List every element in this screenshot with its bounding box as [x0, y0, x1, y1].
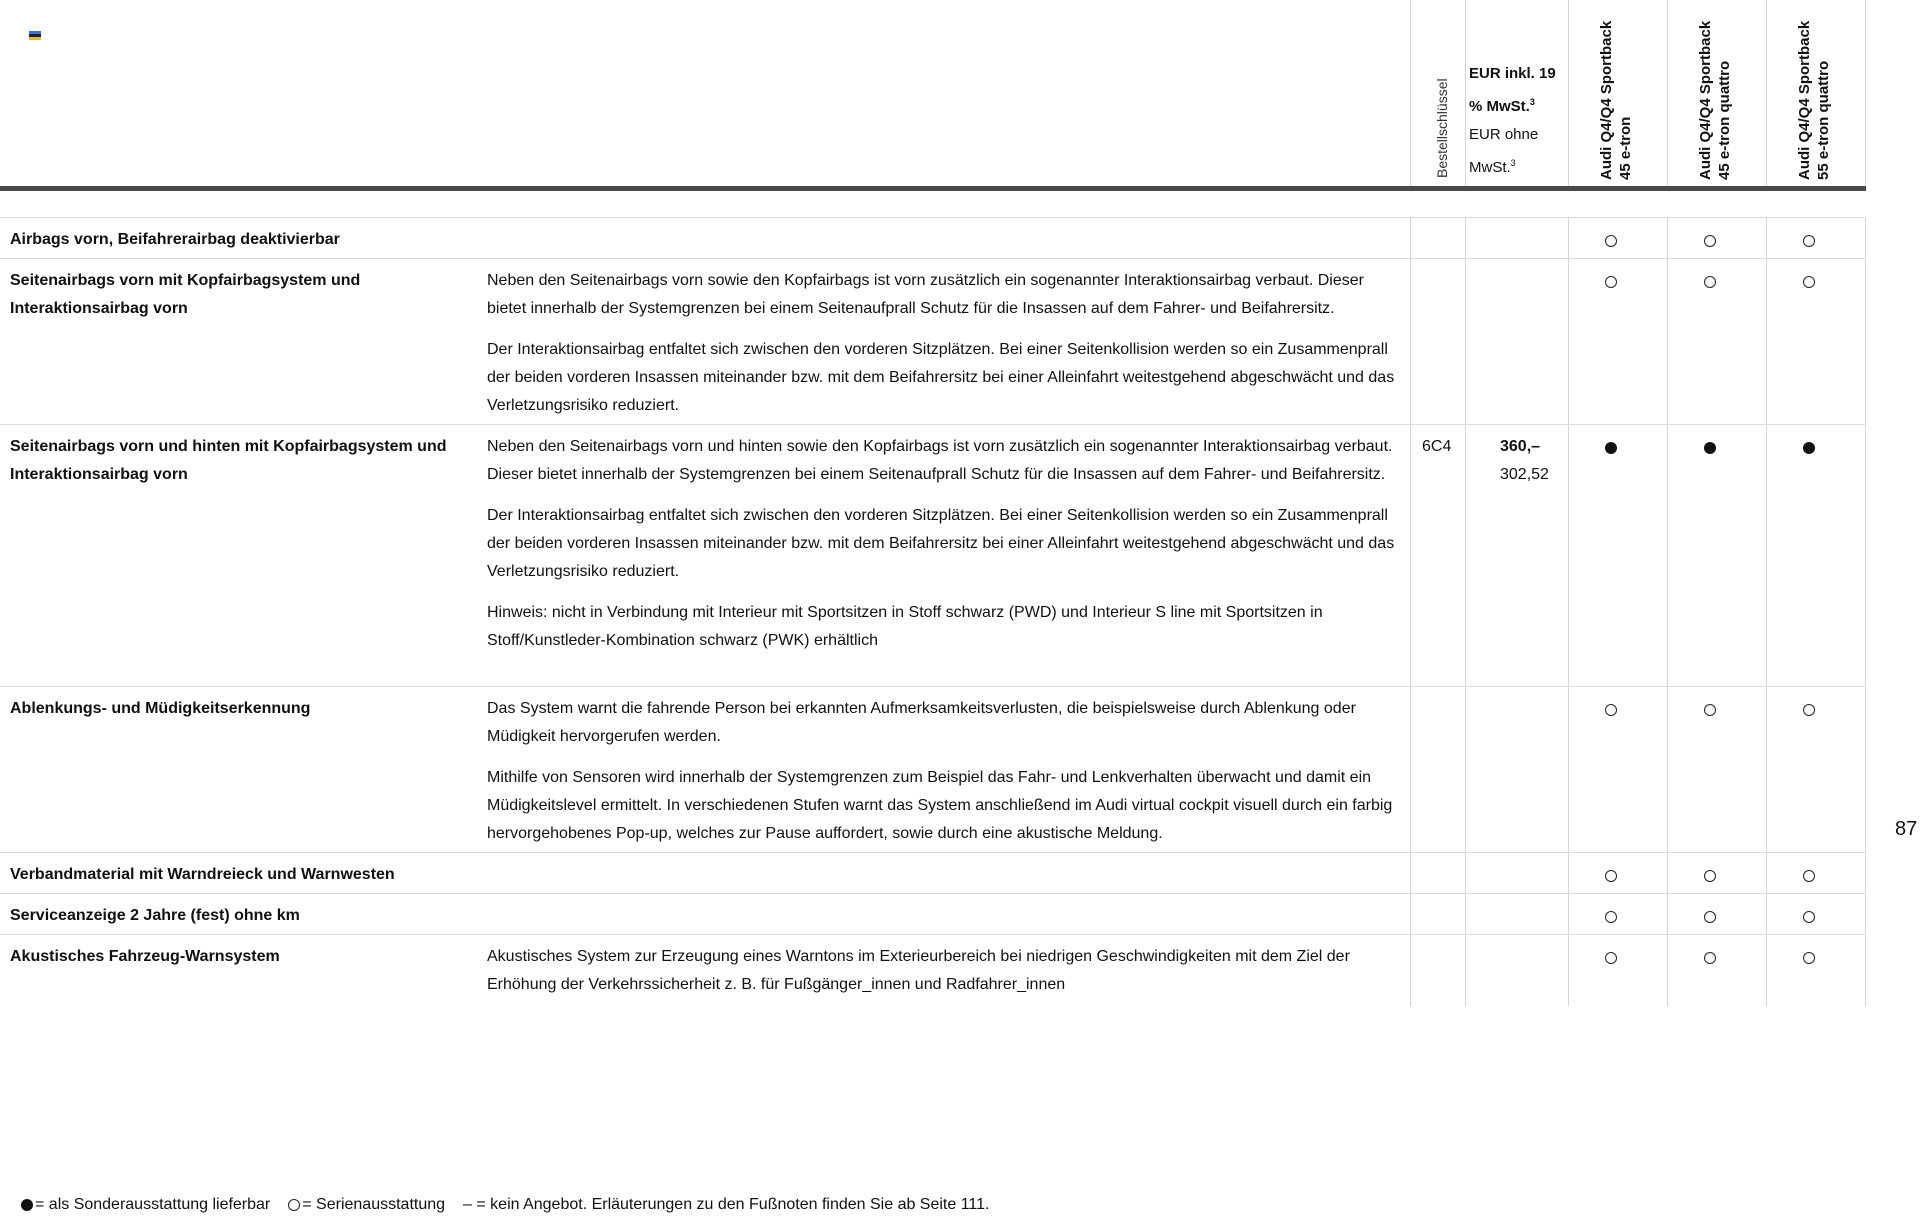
standard-circle-icon — [1704, 704, 1716, 716]
table-row — [0, 893, 1866, 935]
legend — [21, 1196, 989, 1214]
price-incl-header: EUR inkl. 19 % MwSt.$^3$ — [1469, 65, 1556, 115]
option-dot-icon — [1803, 442, 1815, 454]
description-paragraph: Mithilfe von Sensoren wird innerhalb der Systemgrenzen zum Beispiel das Fahr- und Lenkverhalten überwacht und damit ein Müdigkeitslevel ermittelt. In verschiedenen Stufen warnt das System anschließend im Audi virtual cockpit visuell durch ein farbig hervorgehobenes Pop-up, welches zur Pause auffordert, sowie durch eine akustische Meldung. — [487, 769, 1393, 842]
feature-description — [487, 433, 1402, 668]
price-incl: 360,– — [1500, 438, 1541, 455]
standard-circle-icon — [1704, 235, 1716, 247]
standard-circle-icon — [1803, 952, 1815, 964]
standard-circle-icon — [1803, 235, 1815, 247]
table-row — [0, 934, 1866, 1007]
description-paragraph: Neben den Seitenairbags vorn sowie den Kopfairbags ist vorn zusätzlich ein sogenannter Interaktionsairbag verbaut. Dieser bietet innerhalb der Systemgrenzen bei einem Seitenaufprall Schutz für die Insassen auf dem Fahrer- und Beifahrersitz. — [487, 272, 1364, 317]
header-divider — [1865, 0, 1866, 186]
order-key-header: Bestellschlüssel — [1434, 78, 1450, 178]
option-dot-icon — [1704, 442, 1716, 454]
table-row — [0, 258, 1866, 425]
standard-circle-icon — [1803, 276, 1815, 288]
table-row — [0, 852, 1866, 894]
description-paragraph: Das System warnt die fahrende Person bei erkannten Aufmerksamkeitsverlusten, die beispielsweise durch Ablenkung oder Müdigkeit hervorgerufen werden. — [487, 700, 1356, 745]
standard-circle-icon — [1704, 276, 1716, 288]
feature-name: Airbags vorn, Beifahrerairbag deaktivierbar — [10, 231, 340, 248]
header-divider — [1410, 0, 1411, 186]
description-paragraph: Neben den Seitenairbags vorn und hinten sowie den Kopfairbags ist vorn zusätzlich ein sogenannter Interaktionsairbag verbaut. Dieser bietet innerhalb der Systemgrenzen bei einem Seitenaufprall Schutz für die Insassen auf dem Fahrer- und Beifahrersitz. — [487, 438, 1393, 483]
standard-circle-icon — [1803, 704, 1815, 716]
page-number: 87 — [1895, 818, 1918, 840]
legend-standard: = Serienausstattung — [302, 1196, 446, 1213]
description-paragraph: Der Interaktionsairbag entfaltet sich zwischen den vorderen Sitzplätzen. Bei einer Seitenkollision werden so ein Zusammenprall der beiden vorderen Insassen miteinander bzw. mit dem Beifahrersitz bei einer Alleinfahrt weitestgehend abgeschwächt und das Verletzungsrisiko reduziert. — [487, 507, 1395, 580]
table-row — [0, 424, 1866, 687]
feature-description — [487, 267, 1402, 433]
price-cell — [1500, 433, 1549, 489]
standard-circle-icon — [1704, 911, 1716, 923]
header-rule — [0, 186, 1866, 191]
standard-circle-icon — [1605, 911, 1617, 923]
standard-circle-icon — [1605, 276, 1617, 288]
table-header — [0, 0, 1866, 188]
price-header — [1469, 60, 1569, 182]
order-code: 6C4 — [1422, 438, 1452, 455]
standard-circle-icon — [1803, 870, 1815, 882]
feature-name: Seitenairbags vorn mit Kopfairbagsystem und Interaktionsairbag vorn — [10, 272, 361, 317]
standard-circle-icon — [1605, 235, 1617, 247]
standard-circle-icon — [1605, 704, 1617, 716]
standard-circle-icon — [1803, 911, 1815, 923]
legend-option: = als Sonderausstattung lieferbar — [35, 1196, 271, 1213]
price-excl: 302,52 — [1500, 466, 1549, 483]
model-header-45-etron: Audi Q4/Q4 Sportback 45 e-tron — [1598, 20, 1634, 180]
feature-description — [487, 943, 1402, 1012]
description-paragraph: Akustisches System zur Erzeugung eines Warntons im Exterieurbereich bei niedrigen Geschwindigkeiten mit dem Ziel der Erhöhung der Verkehrssicherheit z. B. für Fußgänger_innen und Radfahrer_innen — [487, 948, 1350, 993]
header-divider — [1667, 0, 1668, 186]
standard-circle-icon — [288, 1199, 300, 1211]
legend-none: – = kein Angebot. Erläuterungen zu den Fußnoten finden Sie ab Seite 111. — [463, 1196, 990, 1213]
feature-name: Serviceanzeige 2 Jahre (fest) ohne km — [10, 907, 300, 924]
header-divider — [1465, 0, 1466, 186]
model-header-55-etron-quattro: Audi Q4/Q4 Sportback 55 e-tron quattro — [1796, 20, 1832, 180]
standard-circle-icon — [1704, 870, 1716, 882]
table-row — [0, 217, 1866, 259]
standard-circle-icon — [1605, 952, 1617, 964]
feature-name: Ablenkungs- und Müdigkeitserkennung — [10, 700, 311, 717]
table-row — [0, 686, 1866, 853]
option-dot-icon — [1605, 442, 1617, 454]
description-paragraph: Der Interaktionsairbag entfaltet sich zwischen den vorderen Sitzplätzen. Bei einer Seitenkollision werden so ein Zusammenprall der beiden vorderen Insassen miteinander bzw. mit dem Beifahrersitz bei einer Alleinfahrt weitestgehend abgeschwächt und das Verletzungsrisiko reduziert. — [487, 341, 1395, 414]
feature-description — [487, 695, 1402, 861]
feature-name: Seitenairbags vorn und hinten mit Kopfairbagsystem und Interaktionsairbag vorn — [10, 438, 447, 483]
feature-name: Akustisches Fahrzeug-Warnsystem — [10, 948, 280, 965]
description-paragraph: Hinweis: nicht in Verbindung mit Interieur mit Sportsitzen in Stoff schwarz (PWD) und Interieur S line mit Sportsitzen in Stoff/Kunstleder-Kombination schwarz (PWK) erhältlich — [487, 604, 1323, 649]
option-dot-icon — [21, 1199, 33, 1211]
model-header-45-etron-quattro: Audi Q4/Q4 Sportback 45 e-tron quattro — [1697, 20, 1733, 180]
standard-circle-icon — [1704, 952, 1716, 964]
header-divider — [1766, 0, 1767, 186]
standard-circle-icon — [1605, 870, 1617, 882]
price-excl-header: EUR ohne MwSt.$^3$ — [1469, 126, 1539, 176]
feature-name: Verbandmaterial mit Warndreieck und Warnwesten — [10, 866, 395, 883]
